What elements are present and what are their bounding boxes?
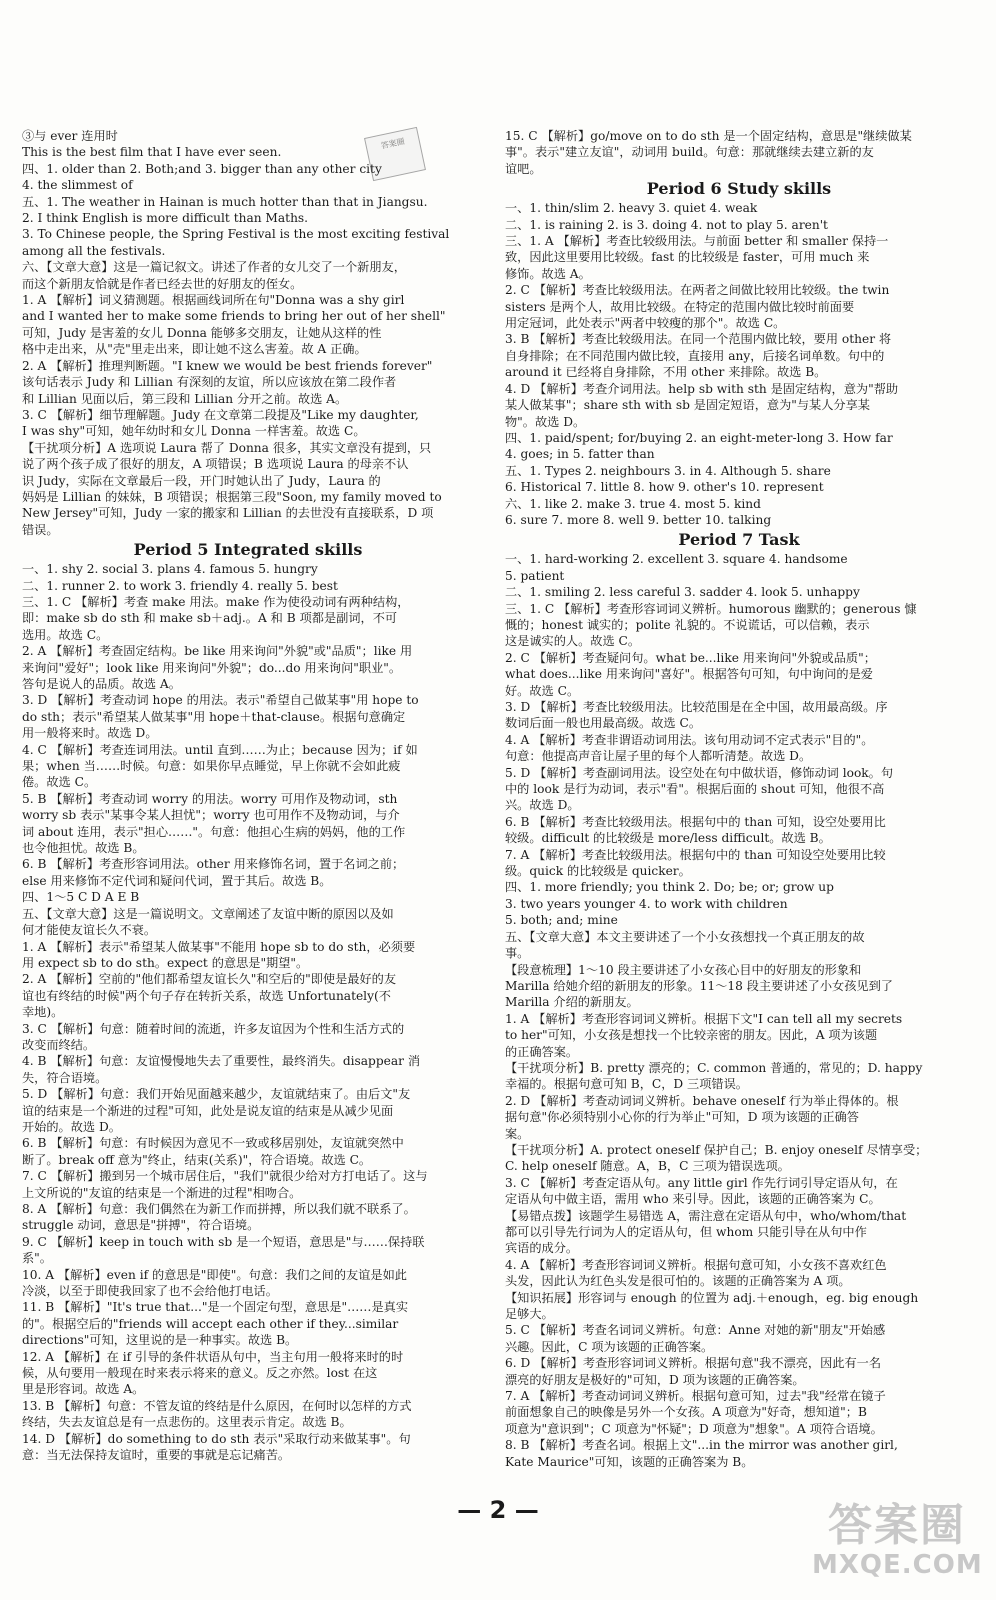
text-line: 一、1. thin/slim 2. heavy 3. quiet 4. weak xyxy=(505,201,758,216)
text-line: 3. C 【解析】句意：随着时间的流逝，许多友谊因为个性和生活方式的 xyxy=(22,1021,405,1036)
text-line: 5. D 【解析】句意：我们开始见面越来越少，友谊就结束了。由后文"友 xyxy=(22,1087,411,1102)
text-line: 慨的；honest 诚实的；polite 礼貌的。不说谎话，可以信赖，表示 xyxy=(505,617,870,632)
text-line: 幸地)。 xyxy=(22,1005,64,1020)
text-line: 三、1. C 【解析】考查形容词词义辨析。humorous 幽默的；generous 慷 xyxy=(505,601,917,616)
heading-period-5: Period 5 Integrated skills xyxy=(133,540,363,560)
text-line: 足够大。 xyxy=(505,1307,554,1322)
watermark-logo xyxy=(812,1502,982,1592)
text-line: 【干扰项分析】A. protect oneself 保护自己；B. enjoy oneself 尽情享受； xyxy=(505,1142,928,1157)
text-line: 10. A 【解析】even if 的意思是"即使"。句意：我们之间的友谊是如此 xyxy=(22,1267,407,1282)
text-line: 4. C 【解析】考查连词用法。until 直到……为止；because 因为；if 如 xyxy=(22,742,418,757)
text-line: struggle 动词，意思是"拼搏"，符合语境。 xyxy=(22,1218,260,1233)
text-line: 较级。difficult 的比较级是 more/less difficult。故选 B。 xyxy=(505,831,831,846)
text-line: 1. A 【解析】词义猜测题。根据画线词所在句"Donna was a shy girl xyxy=(22,293,405,308)
text-line: 6. B 【解析】考查形容词用法。other 用来修饰名词，置于名词之前； xyxy=(22,857,405,872)
text-line: 15. C 【解析】go/move on to do sth 是一个固定结构，意思是"继续做某 xyxy=(505,129,912,143)
text-line: 系"。 xyxy=(22,1251,52,1266)
text-line: 改变而终结。 xyxy=(22,1037,96,1052)
text-line: 2. D 【解析】考查动词词义辨析。behave oneself 行为举止得体的。根 xyxy=(505,1093,899,1108)
text-line: 2. I think English is more difficult than Maths. xyxy=(22,211,309,226)
watermark-url-text: MXQE.COM xyxy=(812,1550,983,1580)
text-line: 上文所说的"友谊的结束是一个渐进的过程"相吻合。 xyxy=(22,1185,302,1200)
text-line: 自身排除；在不同范围内做比较，直接用 any，后接名词单数。句中的 xyxy=(505,348,885,363)
text-line: 五、1. The weather in Hainan is much hotter than that in Jiangsu. xyxy=(22,194,428,209)
text-line: 四、1～5 C D A E B xyxy=(22,890,140,905)
text-line: 三、1. A 【解析】考查比较级用法。与前面 better 和 smaller 保持一 xyxy=(505,234,889,249)
text-line: 和 Lillian 见面以后，第三段和 Lillian 分开之前。故选 A。 xyxy=(22,391,348,406)
text-line: This is the best film that I have ever seen. xyxy=(22,145,282,160)
text-line: 4. B 【解析】句意：友谊慢慢地失去了重要性，最终消失。disappear 消 xyxy=(22,1054,421,1069)
text-line: 【易错点拨】该题学生易错选 A，需注意在定语从句中，who/whom/that xyxy=(505,1208,907,1223)
text-line: around it 已经将自身排除，不用 other 来排除。故选 B。 xyxy=(505,365,827,380)
text-line: 六、1. like 2. make 3. true 4. most 5. kind xyxy=(505,496,761,511)
text-line: among all the festivals. xyxy=(22,243,166,258)
text-line: 4. the slimmest of xyxy=(22,178,133,193)
text-line: ③与 ever 连用时 xyxy=(22,129,118,143)
text-line: 断了。break off 意为"终止，结束(关系)"，符合语境。故选 C。 xyxy=(22,1152,372,1167)
text-line: 里是形容词。故选 A。 xyxy=(22,1382,145,1397)
text-line: 致，因此这里要用比较级。fast 的比较级是 faster，可用 much 来 xyxy=(505,250,870,265)
text-line: 好。故选 C。 xyxy=(505,683,580,698)
text-line: 3. D 【解析】考查比较级用法。比较范围是在全中国，故用最高级。序 xyxy=(505,700,888,714)
text-line: 倦。故选 C。 xyxy=(22,775,97,790)
text-line: 这是诚实的人。故选 C。 xyxy=(505,634,641,649)
text-line: 某人做某事"；share sth with sb 是固定短语，意为"与某人分享某 xyxy=(505,398,870,413)
text-line: 9. C 【解析】keep in touch with sb 是一个短语，意思是"与……保持联 xyxy=(22,1234,425,1249)
text-line: 用 expect sb to do sth。expect 的意思是"期望"。 xyxy=(22,955,309,970)
text-line: sisters 是两个人，故用比较级。在特定的范围内做比较时前面要 xyxy=(505,299,855,314)
text-line: directions"可知，这里说的是一种事实。故选 B。 xyxy=(22,1333,298,1348)
text-line: 说了两个孩子成了很好的朋友，A 项错误；B 选项说 Laura 的母亲不认 xyxy=(22,457,409,472)
left-column xyxy=(22,128,474,1464)
text-line: 二、1. is raining 2. is 3. doing 4. not to play 5. aren't xyxy=(505,217,828,232)
text-line: 六、【文章大意】这是一篇记叙文。讲述了作者的女儿交了一个新朋友， xyxy=(22,260,406,275)
text-line: 级。quick 的比较级是 quicker。 xyxy=(505,864,691,879)
text-line: Marilla 介绍的新朋友。 xyxy=(505,995,639,1010)
text-line: 5. B 【解析】考查动词 worry 的用法。worry 可用作及物动词，sth xyxy=(22,791,398,806)
text-line: 项意为"意识到"；C 项意为"怀疑"；D 项意为"想象"。A 项符合语境。 xyxy=(505,1421,883,1436)
text-line: 3. B 【解析】考查比较级用法。在同一个范围内做比较，要用 other 将 xyxy=(505,332,892,347)
text-line: 6. B 【解析】考查比较级用法。根据句中的 than 可知，设空处要用比 xyxy=(505,814,886,829)
text-line: 2. C 【解析】考查比较级用法。在两者之间做比较用比较级。the twin xyxy=(505,283,890,298)
text-line: 1. A 【解析】考查形容词词义辨析。根据下文"I can tell all my secrets xyxy=(505,1011,903,1026)
text-line: Marilla 给她介绍的新朋友的形象。11～18 段主要讲述了小女孩见到了 xyxy=(505,978,893,993)
text-line: 三、1. C 【解析】考查 make 用法。make 作为使役动词有两种结构， xyxy=(22,594,410,609)
text-line: 事。 xyxy=(505,946,530,961)
text-line: 谊也有终结的时候"两个句子存在转折关系，故选 Unfortunately(不 xyxy=(22,988,391,1003)
text-line: 1. A 【解析】表示"希望某人做某事"不能用 hope sb to do sth，必须要 xyxy=(22,939,416,954)
text-line: to her"可知，小女孩是想找一个比较亲密的朋友。因此，A 项为该题 xyxy=(505,1028,878,1043)
text-line: 五、1. Types 2. neighbours 3. in 4. Although 5. share xyxy=(505,463,831,478)
text-line: worry sb 表示"某事令某人担忧"；worry 也可用作不及物动词，与介 xyxy=(22,808,400,823)
text-line: 即：make sb do sth 和 make sb＋adj.。A 和 B 项都是副词，不可 xyxy=(22,611,398,626)
text-line: else 用来修饰不定代词和疑问代词，置于其后。故选 B。 xyxy=(22,873,332,888)
text-line: 5. patient xyxy=(505,568,565,583)
text-line: 中的 look 是行为动词，表示"看"。根据后面的 shout 可知，他很不高 xyxy=(505,782,885,797)
text-line: 五、【文章大意】这是一篇说明文。文章阐述了友谊中断的原因以及如 xyxy=(22,906,394,921)
text-line: 谊的结束是一个渐进的过程"可知，此处是说友谊的结束是从减少见面 xyxy=(22,1103,394,1118)
text-line: 妈妈是 Lillian 的妹妹，B 项错误；根据第三段"Soon, my family moved to xyxy=(22,489,442,504)
text-line: 8. A 【解析】句意：我们偶然在为新工作而拼搏，所以我们就不联系了。 xyxy=(22,1202,416,1216)
heading-period-7: Period 7 Task xyxy=(678,530,800,550)
text-line: 4. D 【解析】考查介词用法。help sb with sth 是固定结构，意为"帮助 xyxy=(505,381,899,396)
text-line: 4. A 【解析】考查形容词词义辨析。根据句意可知，小女孩不喜欢红色 xyxy=(505,1257,887,1272)
text-line: 据句意"你必须特别小心你的行为举止"可知，D 项为该题的正确答 xyxy=(505,1110,859,1125)
text-line: 2. A 【解析】考查固定结构。be like 用来询问"外貌"或"品质"；like 用 xyxy=(22,644,413,659)
text-line: 物"。故选 D。 xyxy=(505,414,586,429)
text-line: 6. B 【解析】句意：有时候因为意见不一致或移居别处，友谊就突然中 xyxy=(22,1136,404,1151)
text-line: 3. D 【解析】考查动词 hope 的用法。表示"希望自己做某事"用 hope to xyxy=(22,693,419,708)
text-line: 二、1. runner 2. to work 3. friendly 4. really 5. best xyxy=(22,578,338,593)
text-line: 该句话表示 Judy 和 Lillian 有深刻的友谊，所以应该放在第二段作者 xyxy=(22,375,397,390)
text-line: and I wanted her to make some friends to bring her out of her shell" xyxy=(22,309,446,324)
text-line: 五、【文章大意】本文主要讲述了一个小女孩想找一个真正朋友的故 xyxy=(505,929,865,944)
text-line: 也令他担忧。故选 B。 xyxy=(22,841,145,856)
text-line: what does...like 用来询问"喜好"。根据答句可知，句中询问的是爱 xyxy=(505,667,873,682)
text-line: do sth；表示"希望某人做某事"用 hope＋that-clause。根据句意确定 xyxy=(22,709,406,724)
text-line: 11. B 【解析】"It's true that..."是一个固定句型，意思是"……是真实 xyxy=(22,1300,409,1315)
text-line: 一、1. hard-working 2. excellent 3. square 4. handsome xyxy=(505,552,848,567)
text-line: 冷淡，以至于即使我回家了也不会给他打电话。 xyxy=(22,1284,278,1299)
text-line: C. help oneself 随意。A，B，C 三项为错误选项。 xyxy=(505,1159,790,1174)
text-line: 【干扰项分析】A 选项说 Laura 帮了 Donna 很多，其实文章没有提到，只 xyxy=(22,440,432,455)
text-line: 兴。故选 D。 xyxy=(505,798,580,813)
text-line: 四、1. more friendly; you think 2. Do; be; or; grow up xyxy=(505,880,834,895)
text-line: 的正确答案。 xyxy=(505,1044,579,1059)
text-line: 四、1. older than 2. Both;and 3. bigger than any other city xyxy=(22,161,382,176)
text-line: 修饰。故选 A。 xyxy=(505,266,591,281)
text-line: 候，从句要用一般现在时来表示将来的意义。反之亦然。lost 在这 xyxy=(22,1366,378,1381)
text-line: 3. C 【解析】考查定语从句。any little girl 作先行词引导定语从句，在 xyxy=(505,1175,898,1190)
text-line: 用定冠词，此处表示"两者中较瘦的那个"。故选 C。 xyxy=(505,316,786,331)
text-line: 定语从句中做主语，需用 who 来引导。因此，该题的正确答案为 C。 xyxy=(505,1192,881,1207)
text-line: 5. C 【解析】考查名词词义辨析。句意：Anne 对她的新"朋友"开始感 xyxy=(505,1323,886,1338)
text-line: 13. B 【解析】句意：不管友谊的终结是什么原因，在何时以怎样的方式 xyxy=(22,1398,412,1413)
text-line: 的"。根据空后的"friends will accept each other if they...similar xyxy=(22,1316,399,1331)
text-line: Kate Maurice"可知，该题的正确答案为 B。 xyxy=(505,1454,754,1469)
text-line: 6. sure 7. more 8. well 9. better 10. talking xyxy=(505,512,772,527)
answer-block-period5-end xyxy=(505,128,973,177)
text-line: 何才能使友谊长久不衰。 xyxy=(22,923,157,938)
answer-block-period5 xyxy=(22,561,474,1463)
text-line: 终结，失去友谊总是有一点悲伤的。这里表示肯定。故选 B。 xyxy=(22,1415,352,1430)
text-line: 漂亮的好朋友是极好的"可知，D 项为该题的正确答案。 xyxy=(505,1372,805,1387)
stamp-mark: 答案圈 xyxy=(364,127,426,181)
text-line: 8. B 【解析】考查名词。根据上文"...in the mirror was another girl, xyxy=(505,1438,898,1453)
text-line: 4. goes; in 5. fatter than xyxy=(505,447,655,462)
text-line: 谊吧。 xyxy=(505,161,542,176)
text-line: 而这个新朋友恰就是作者已经去世的好朋友的侄女。 xyxy=(22,276,303,291)
text-line: 3. C 【解析】细节理解题。Judy 在文章第二段提及"Like my daughter, xyxy=(22,407,419,422)
text-line: 2. A 【解析】空前的"他们都希望友谊长久"和空后的"即使是最好的友 xyxy=(22,972,397,987)
text-line: 3. To Chinese people, the Spring Festival is the most exciting festival xyxy=(22,227,450,242)
text-line: 【知识拓展】形容词与 enough 的位置为 adj.＋enough，eg. big enough xyxy=(505,1290,919,1305)
right-column xyxy=(505,128,973,1470)
text-line: 2. A 【解析】推理判断题。"I knew we would be best friends forever" xyxy=(22,358,433,373)
text-line: 都可以引导先行词为人的定语从句，但 whom 只能引导在从句中作 xyxy=(505,1225,867,1239)
heading-period-6: Period 6 Study skills xyxy=(646,179,832,199)
text-line: 失，符合语境。 xyxy=(22,1070,108,1085)
text-line: 兴趣。因此，C 项为该题的正确答案。 xyxy=(505,1339,714,1354)
text-line: 头发，因此认为红色头发是很可怕的。该题的正确答案为 A 项。 xyxy=(505,1274,851,1289)
text-line: 5. both; and; mine xyxy=(505,913,618,928)
text-line: 答句是说人的品质。故选 A。 xyxy=(22,677,181,691)
text-line: 4. A 【解析】考查非谓语动词用法。该句用动词不定式表示"目的"。 xyxy=(505,732,874,747)
text-line: 前面想象自己的映像是另外一个女孩。A 项意为"好奇，想知道"；B xyxy=(505,1405,867,1420)
answer-block-period4 xyxy=(22,128,474,538)
text-line: 句意：他提高声音让屋子里的每个人都听清楚。故选 D。 xyxy=(505,749,812,764)
answer-block-period6 xyxy=(505,200,973,528)
answer-block-period7 xyxy=(505,551,973,1470)
text-line: 宾语的成分。 xyxy=(505,1241,579,1256)
text-line: 数词后面一般也用最高级。故选 C。 xyxy=(505,716,702,731)
text-line: 【段意梳理】1～10 段主要讲述了小女孩心目中的好朋友的形象和 xyxy=(505,962,862,977)
text-line: 14. D 【解析】do something to do sth 表示"采取行动来做某事"。句 xyxy=(22,1431,411,1446)
text-line: 12. A 【解析】在 if 引导的条件状语从句中，当主句用一般将来时的时 xyxy=(22,1349,404,1364)
text-line: 7. A 【解析】考查动词词义辨析。根据句意可知，过去"我"经常在镜子 xyxy=(505,1389,886,1404)
watermark-logo-text: 答案圈 xyxy=(828,1500,966,1551)
text-line: 选用。故选 C。 xyxy=(22,627,109,642)
text-line: 识 Judy，实际在文章最后一段，开门时她认出了 Judy，Laura 的 xyxy=(22,473,381,488)
text-line: 2. C 【解析】考查疑问句。what be...like 用来询问"外貌或品质"； xyxy=(505,650,876,665)
text-line: 事"。表示"建立友谊"，动词用 build。句意：那就继续去建立新的友 xyxy=(505,145,874,160)
text-line: 果；when 当……时候。句意：如果你早点睡觉，早上你就不会如此疲 xyxy=(22,759,401,774)
text-line: 开始的。故选 D。 xyxy=(22,1119,121,1134)
text-line: I was shy"可知，她年幼时和女儿 Donna 一样害羞。故选 C。 xyxy=(22,424,366,439)
text-line: 7. A 【解析】考查比较级用法。根据句中的 than 可知设空处要用比较 xyxy=(505,847,886,862)
text-line: 四、1. paid/spent; for/buying 2. an eight-meter-long 3. How far xyxy=(505,430,893,445)
text-line: 可知，Judy 是害羞的女儿 Donna 能够多交朋友，让她从这样的性 xyxy=(22,325,382,340)
text-line: 【干扰项分析】B. pretty 漂亮的；C. common 普通的，常见的；D. happy xyxy=(505,1060,923,1075)
text-line: 意：当无法保持友谊时，重要的事就是忘记痛苦。 xyxy=(22,1448,291,1463)
text-line: 5. D 【解析】考查副词用法。设空处在句中做状语，修饰动词 look。句 xyxy=(505,765,894,780)
text-line: 3. two years younger 4. to work with children xyxy=(505,896,788,911)
text-line: 格中走出来，从"壳"里走出来，即让她不这么害羞。故 A 正确。 xyxy=(22,342,367,357)
text-line: New Jersey"可知，Judy 一家的搬家和 Lillian 的去世没有直接联系，D 项 xyxy=(22,506,434,521)
text-line: 幸福的。根据句意可知 B，C，D 三项错误。 xyxy=(505,1077,748,1092)
text-line: 错误。 xyxy=(22,522,59,537)
text-line: 词 about 连用，表示"担心……"。句意：他担心生病的妈妈，他的工作 xyxy=(22,824,406,839)
text-line: 6. D 【解析】考查形容词词义辨析。根据句意"我不漂亮，因此有一名 xyxy=(505,1356,882,1371)
page-number: — 2 — xyxy=(457,1496,539,1524)
text-line: 用一般将来时。故选 D。 xyxy=(22,726,158,741)
text-line: 6. Historical 7. little 8. how 9. other's 10. represent xyxy=(505,480,824,495)
text-line: 7. C 【解析】搬到另一个城市居住后，"我们"就很少给对方打电话了。这与 xyxy=(22,1169,428,1184)
text-line: 一、1. shy 2. social 3. plans 4. famous 5. hungry xyxy=(22,562,318,577)
text-line: 案。 xyxy=(505,1126,530,1141)
text-line: 来询问"爱好"；look like 用来询问"外貌"；do...do 用来询问"职业"。 xyxy=(22,660,402,675)
text-line: 二、1. smiling 2. less careful 3. sadder 4. look 5. unhappy xyxy=(505,585,860,600)
